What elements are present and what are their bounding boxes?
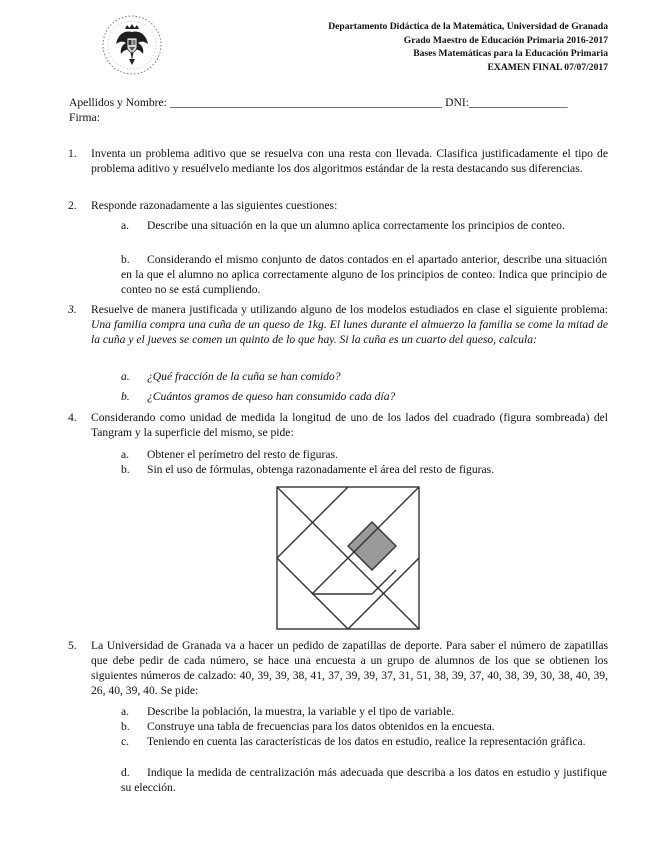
question-text: Considerando como unidad de medida la longitud de uno de los lados del cuadrado (figura sombreada) del Tangram y la superficie del mismo, se pide: (91, 411, 608, 439)
part-text: Sin el uso de fórmulas, obtenga razonadamente el área del resto de figuras. (147, 463, 495, 476)
question-3-part-a (121, 369, 607, 384)
university-seal-icon (101, 14, 163, 76)
header-degree: Grado Maestro de Educación Primaria 2016-2017 (403, 34, 608, 46)
question-2-part-a (121, 218, 607, 233)
question-text-plain: Resuelve de manera justificada y utilizando alguno de los modelos estudiados en clase el siguiente problema: (91, 303, 608, 316)
question-3-part-b (121, 389, 607, 404)
part-label: b. (121, 390, 130, 403)
part-label: b. (121, 253, 130, 266)
question-text: Responde razonadamente a las siguientes cuestiones: (91, 199, 338, 212)
question-5-part-d (121, 765, 607, 795)
question-4 (68, 410, 608, 440)
signature-row (69, 110, 619, 125)
part-text: ¿Cuántos gramos de queso han consumido cada día? (147, 390, 396, 403)
part-label: b. (121, 720, 130, 733)
question-4-part-b (121, 462, 607, 477)
name-label: Apellidos y Nombre: (69, 96, 167, 109)
question-1 (68, 146, 608, 176)
question-4-part-a (121, 447, 607, 462)
question-number: 3. (68, 303, 77, 316)
part-label: b. (121, 463, 130, 476)
header-department: Departamento Didáctica de la Matemática, Universidad de Granada (328, 21, 608, 32)
question-5-part-a (121, 704, 607, 719)
question-text: Inventa un problema aditivo que se resuelva con una resta con llevada. Clasifica justificadamente el tipo de problema aditivo y resuélvelo mediante los dos algoritmos estándar de la resta destacando sus diferencias. (91, 147, 608, 175)
header-exam-title: EXAMEN FINAL 07/07/2017 (487, 61, 608, 73)
part-text: Describe la población, la muestra, la variable y el tipo de variable. (147, 705, 455, 718)
signature-label: Firma: (69, 111, 100, 124)
question-2 (68, 198, 608, 213)
student-info (69, 95, 619, 125)
part-text: ¿Qué fracción de la cuña se han comido? (147, 370, 341, 383)
question-text: La Universidad de Granada va a hacer un pedido de zapatillas de deporte. Para saber el número de zapatillas que debe pedir de cada número, se hace una encuesta a un grupo de alumnos de los que se obtienen los siguientes números de calzado: 40, 39, 39, 38, 41, 37, 39, 39, 37, 31, 51, 38, 39, 37, 40, 38, 39, 30, 38, 40, 39, 26, 40, 39, 40. Se pide: (91, 639, 608, 697)
question-number: 2. (68, 199, 77, 212)
part-text: Describe una situación en la que un alumno aplica correctamente los principios de conteo. (147, 219, 565, 232)
part-label: a. (121, 448, 130, 461)
part-label: a. (121, 705, 130, 718)
question-5-part-b (121, 719, 607, 734)
question-number: 1. (68, 147, 77, 160)
question-number: 4. (68, 411, 77, 424)
question-2-part-b (121, 252, 607, 297)
question-5 (68, 638, 608, 698)
name-row (69, 95, 619, 110)
part-label: c. (121, 735, 130, 748)
part-text: Construye una tabla de frecuencias para los datos obtenidos en la encuesta. (147, 720, 495, 733)
header-course: Bases Matemáticas para la Educación Primaria (413, 48, 608, 59)
name-field[interactable]: _______________________________________________ (169, 96, 443, 109)
part-text: Indique la medida de centralización más adecuada que describa a los datos en estudio y justifique su elección. (121, 766, 607, 794)
question-text (91, 302, 608, 347)
exam-header (328, 20, 608, 74)
part-label: a. (121, 370, 130, 383)
question-3 (68, 302, 608, 347)
part-text: Considerando el mismo conjunto de datos contados en el apartado anterior, describe una situación en la que el alumno no aplica correctamente alguno de los principios de conteo. Indica que principio de conteo no se está cumpliendo. (121, 253, 607, 296)
tangram-figure (276, 486, 420, 630)
part-label: d. (121, 766, 130, 779)
question-number: 5. (68, 639, 77, 652)
question-text-problem: Una familia compra una cuña de un queso de 1kg. El lunes durante el almuerzo la familia se come la mitad de la cuña y el jueves se comen un quinto de lo que hay. Si la cuña es un cuarto del queso, calcula: (91, 318, 608, 346)
part-label: a. (121, 219, 130, 232)
question-5-part-c (121, 734, 607, 749)
dni-field[interactable]: _________________ (468, 96, 568, 109)
part-text: Teniendo en cuenta las características de los datos en estudio, realice la representación gráfica. (147, 735, 586, 748)
part-text: Obtener el perímetro del resto de figuras. (147, 448, 338, 461)
dni-label: DNI: (445, 96, 469, 109)
